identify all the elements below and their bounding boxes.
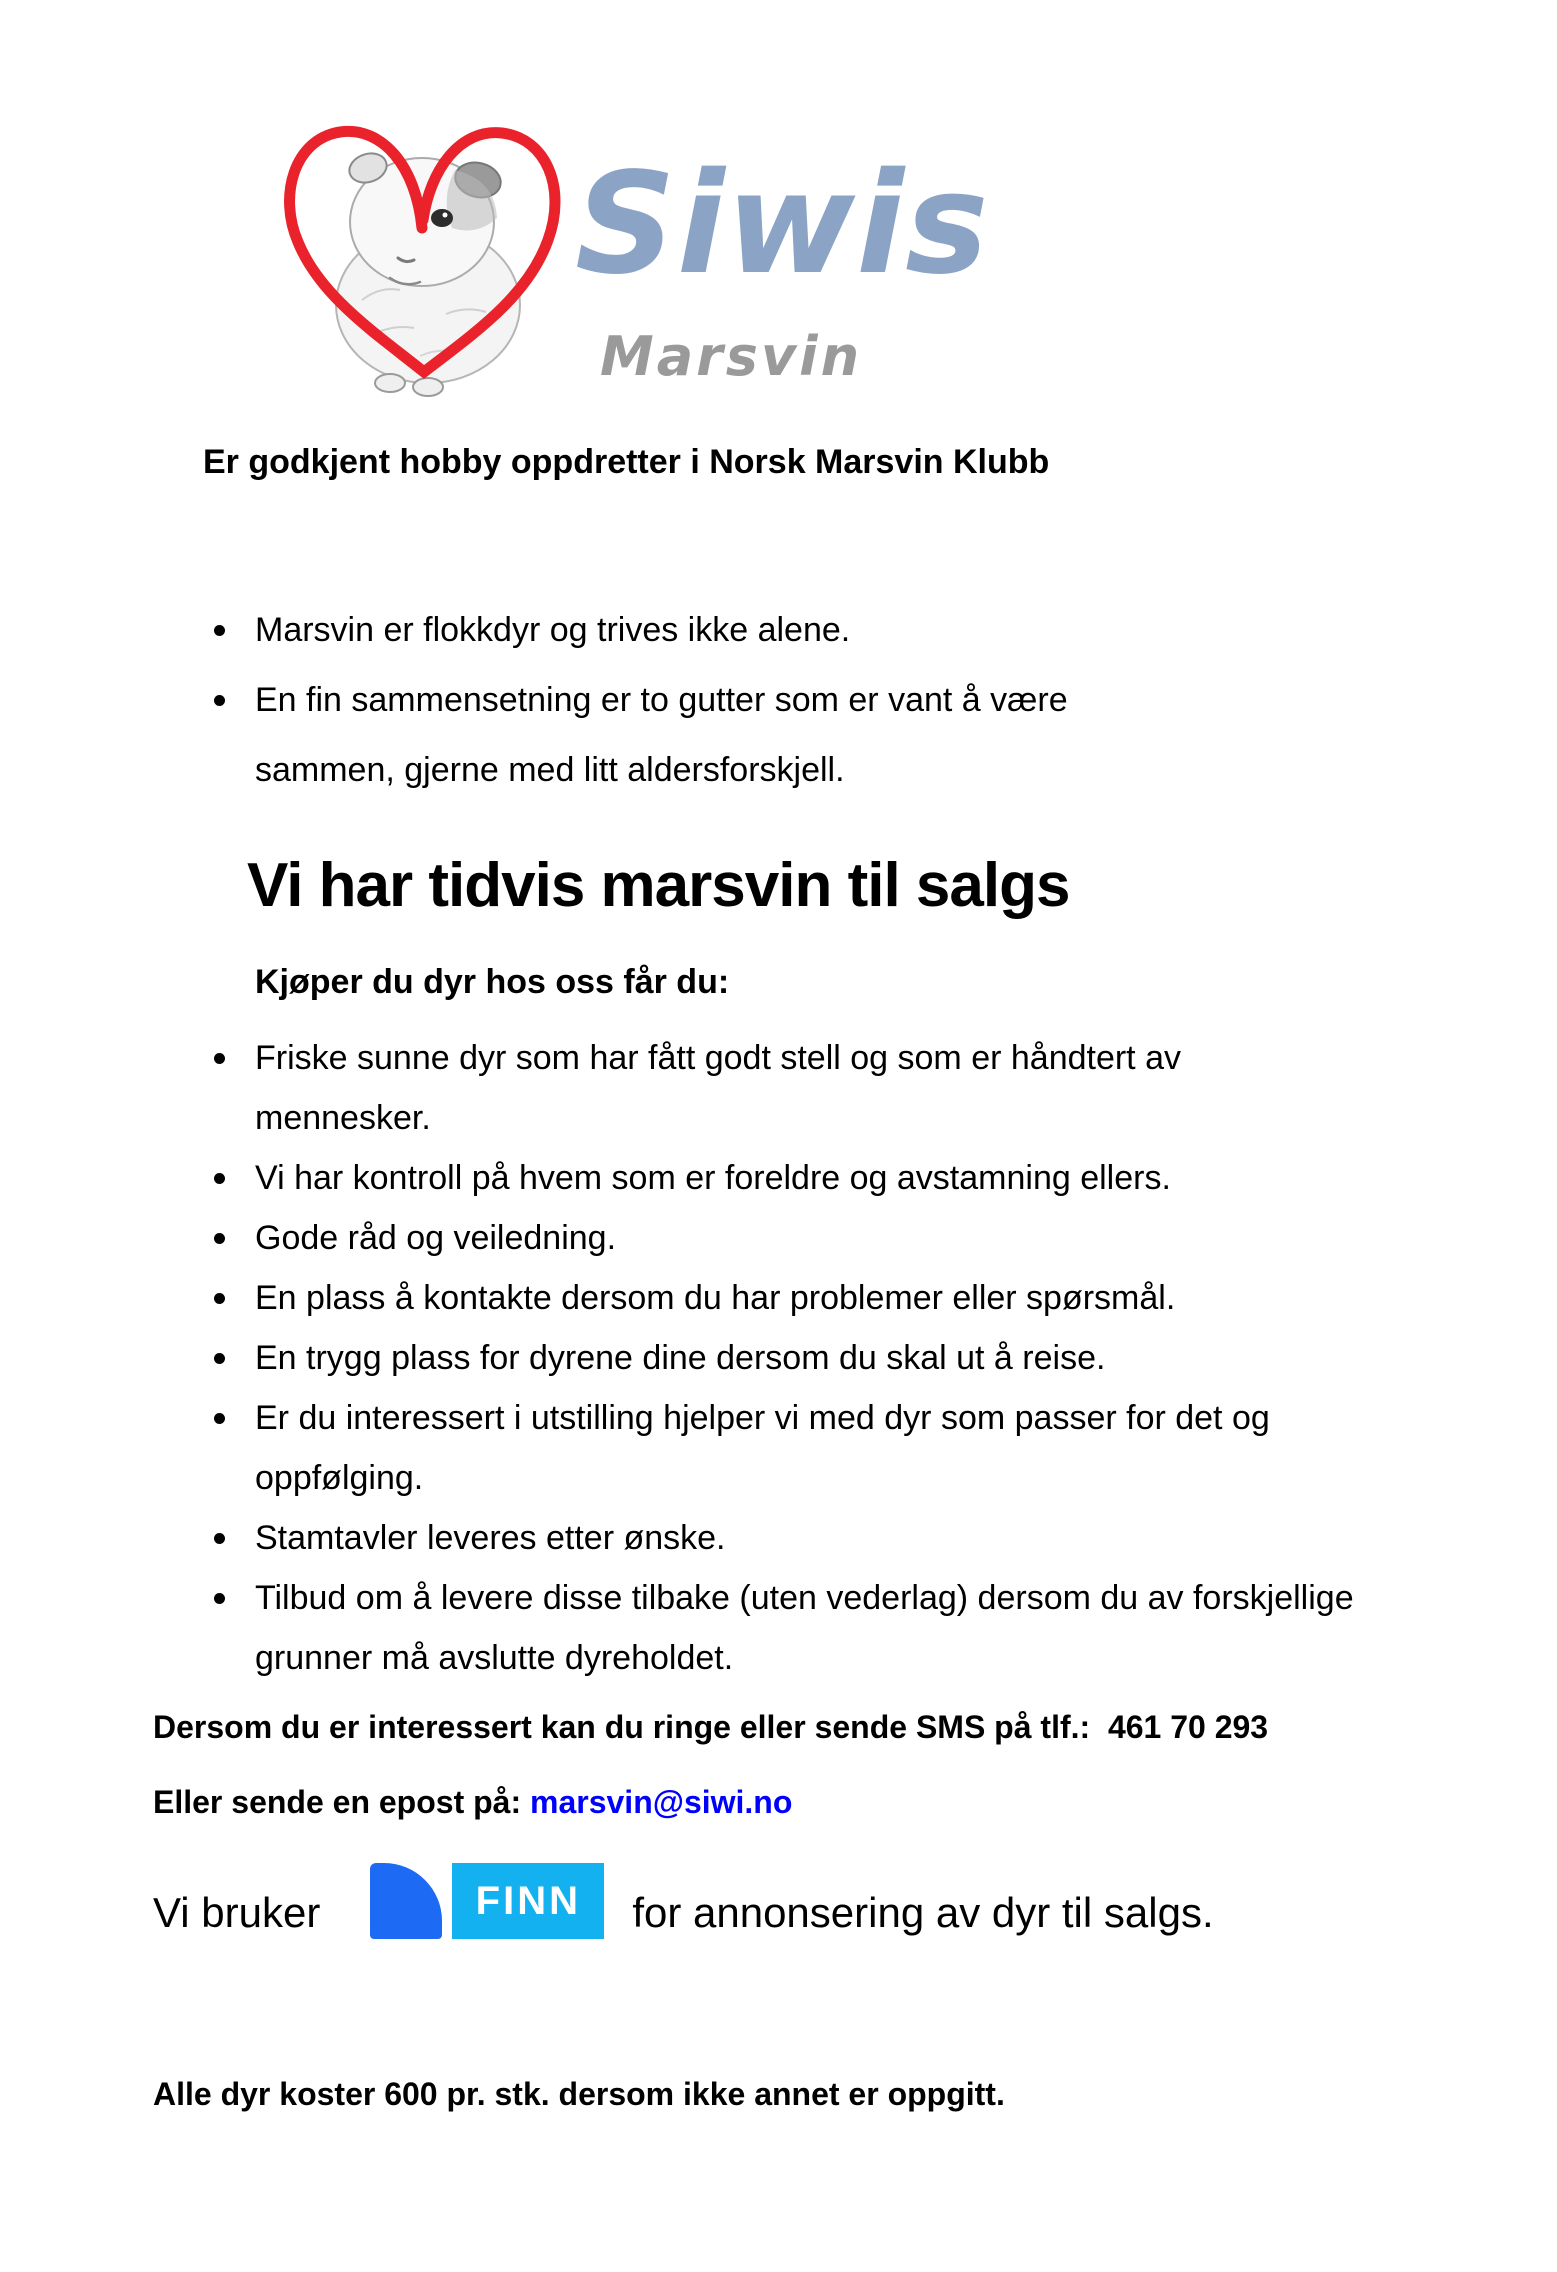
benefits-heading: Kjøper du dyr hos oss får du: bbox=[255, 963, 730, 1001]
bullet-icon bbox=[214, 695, 225, 706]
bullet-icon bbox=[214, 1233, 225, 1244]
list-item-text: Stamtavler leveres etter ønske. bbox=[255, 1519, 726, 1557]
price-note: Alle dyr koster 600 pr. stk. dersom ikke annet er oppgitt. bbox=[153, 2076, 1005, 2112]
finn-bubble-icon bbox=[370, 1863, 442, 1939]
finn-line-before: Vi bruker bbox=[153, 1889, 321, 1936]
list-item bbox=[205, 595, 1205, 665]
list-item bbox=[205, 665, 1205, 805]
list-item-text: Friske sunne dyr som har fått godt stell og som er håndtert av mennesker. bbox=[255, 1039, 1181, 1137]
list-item-text: Tilbud om å levere disse tilbake (uten vederlag) dersom du av forskjellige grunner må avslutte dyreholdet. bbox=[255, 1579, 1354, 1677]
list-item-text: Vi har kontroll på hvem som er foreldre og avstamning ellers. bbox=[255, 1159, 1171, 1197]
finn-advert-line bbox=[153, 1860, 1214, 1942]
sales-heading: Vi har tidvis marsvin til salgs bbox=[247, 851, 1070, 920]
brand-name: Siwis bbox=[575, 143, 990, 306]
bullet-icon bbox=[214, 1353, 225, 1364]
finn-logo-text: FINN bbox=[475, 1879, 581, 1923]
brand-subtitle: Marsvin bbox=[600, 325, 863, 388]
list-item bbox=[205, 1268, 1355, 1328]
approval-heading: Er godkjent hobby oppdretter i Norsk Marsvin Klubb bbox=[203, 443, 1050, 481]
email-contact-line bbox=[153, 1784, 792, 1821]
guinea-pig-heart-logo bbox=[270, 100, 580, 400]
bullet-icon bbox=[214, 1593, 225, 1604]
list-item bbox=[205, 1148, 1355, 1208]
bullet-icon bbox=[214, 1053, 225, 1064]
list-item bbox=[205, 1028, 1355, 1148]
intro-list bbox=[205, 595, 1205, 805]
list-item bbox=[205, 1208, 1355, 1268]
bullet-icon bbox=[214, 1293, 225, 1304]
bullet-icon bbox=[214, 1173, 225, 1184]
finn-logo-box bbox=[452, 1863, 604, 1939]
list-item-text: Er du interessert i utstilling hjelper vi med dyr som passer for det og oppfølging. bbox=[255, 1399, 1270, 1497]
list-item-text: En trygg plass for dyrene dine dersom du skal ut å reise. bbox=[255, 1339, 1106, 1377]
sms-contact-line: Dersom du er interessert kan du ringe eller sende SMS på tlf.: 461 70 293 bbox=[153, 1709, 1269, 1745]
email-link[interactable]: marsvin@siwi.no bbox=[530, 1784, 793, 1820]
list-item-text: Marsvin er flokkdyr og trives ikke alene. bbox=[255, 611, 851, 649]
list-item bbox=[205, 1388, 1355, 1508]
list-item bbox=[205, 1568, 1355, 1688]
list-item bbox=[205, 1508, 1355, 1568]
list-item-text: En fin sammensetning er to gutter som er vant å være sammen, gjerne med litt aldersforskjell. bbox=[255, 681, 1068, 789]
email-label: Eller sende en epost på: bbox=[153, 1784, 530, 1820]
finn-line-after: for annonsering av dyr til salgs. bbox=[632, 1889, 1214, 1936]
list-item-text: Gode råd og veiledning. bbox=[255, 1219, 617, 1257]
bullet-icon bbox=[214, 625, 225, 636]
bullet-icon bbox=[214, 1413, 225, 1424]
finn-logo bbox=[370, 1863, 604, 1939]
benefits-list bbox=[205, 1028, 1355, 1688]
list-item-text: En plass å kontakte dersom du har problemer eller spørsmål. bbox=[255, 1279, 1176, 1317]
bullet-icon bbox=[214, 1533, 225, 1544]
list-item bbox=[205, 1328, 1355, 1388]
